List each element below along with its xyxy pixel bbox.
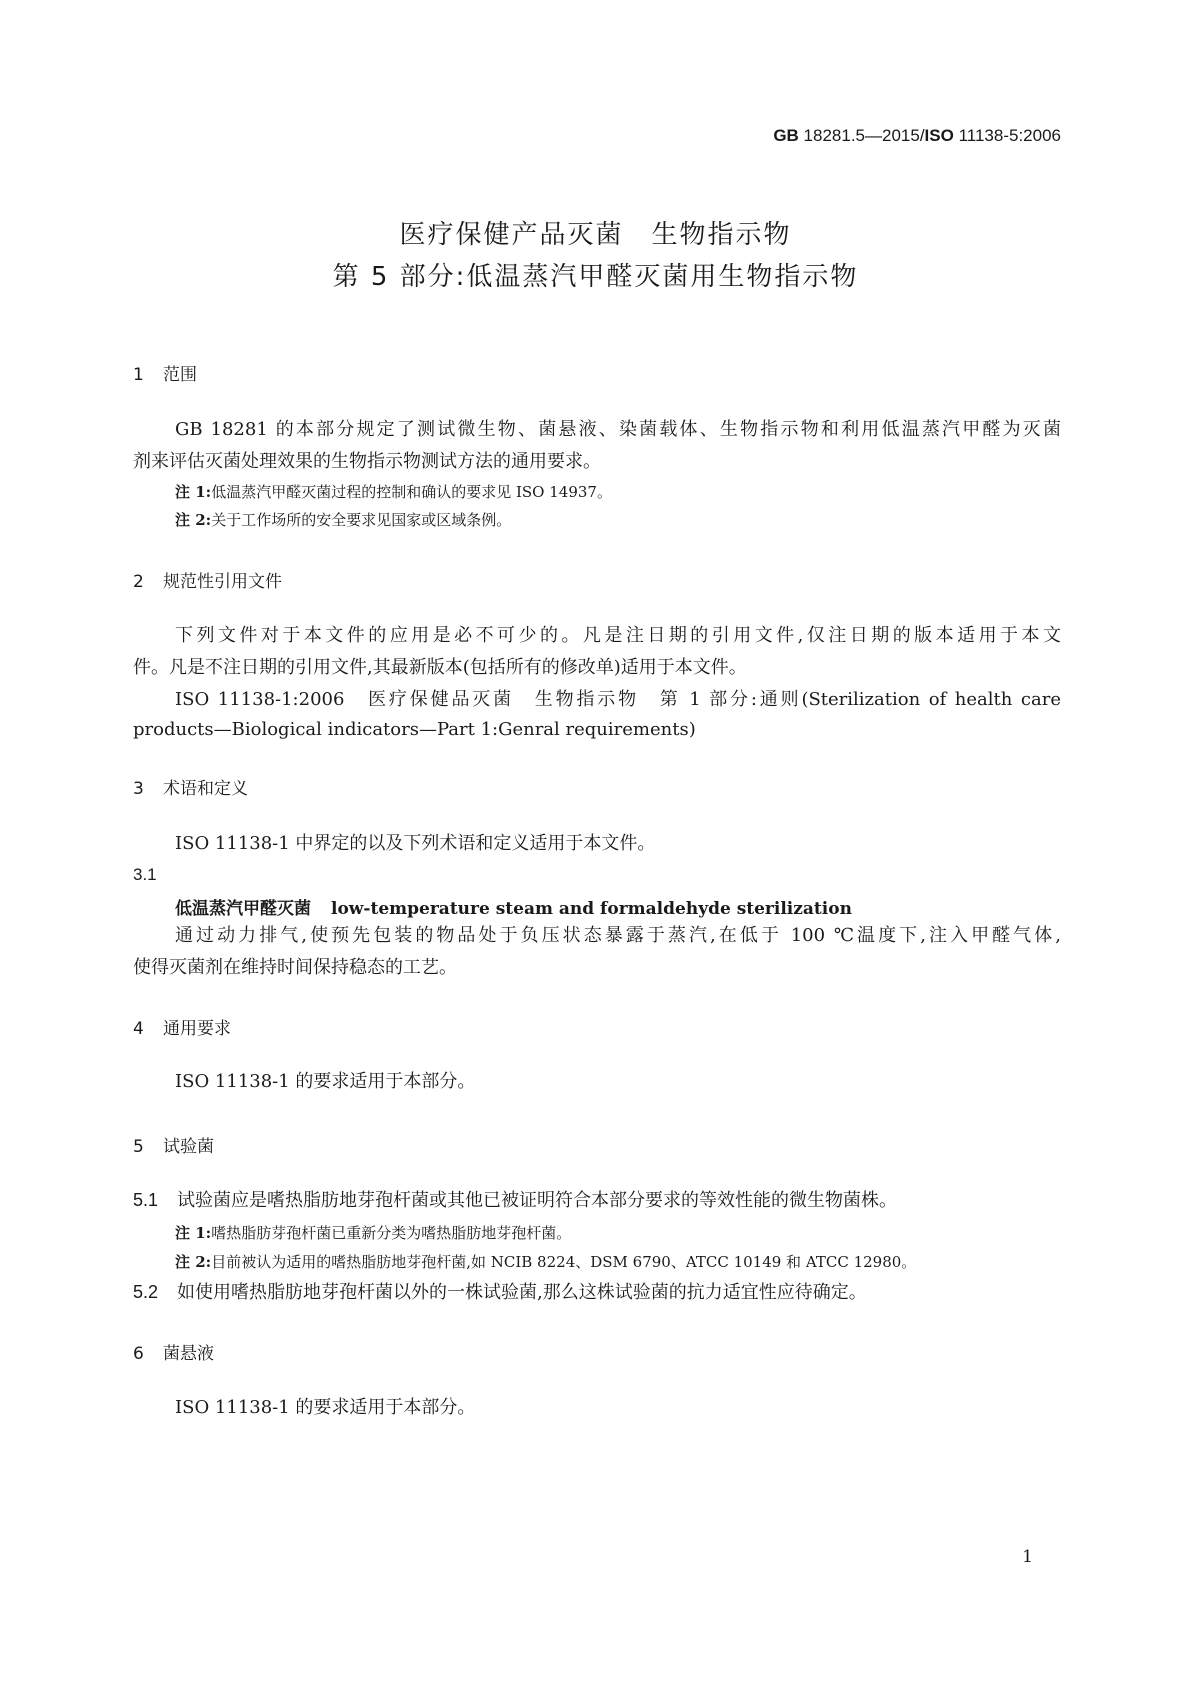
- section-5-note-1: [175, 1222, 571, 1243]
- section-2-ref-line-2: products—Biological indicators—Part 1:Genral requirements): [133, 719, 696, 740]
- note-text: 低温蒸汽甲醛灭菌过程的控制和确认的要求见 ISO 14937。: [211, 483, 612, 501]
- definition-line-2: 使得灭菌剂在维持时间保持稳态的工艺。: [133, 957, 457, 978]
- section-number: 3: [133, 779, 144, 799]
- note-label: 注 2:: [175, 1253, 212, 1271]
- section-number: 6: [133, 1344, 144, 1364]
- section-1-heading: [133, 360, 197, 385]
- section-4-heading: [133, 1014, 231, 1039]
- section-title: 规范性引用文件: [163, 572, 282, 592]
- section-2-heading: [133, 567, 282, 592]
- section-number: 4: [133, 1019, 144, 1039]
- section-1-para-line-1: GB 18281 的本部分规定了测试微生物、菌悬液、染菌载体、生物指示物和利用低温蒸汽甲醛为灭菌: [175, 419, 1061, 440]
- section-5-heading: [133, 1132, 214, 1157]
- section-number: 1: [133, 365, 144, 385]
- std-gb-rest: 18281.5—2015/: [803, 126, 925, 145]
- title-line-1: 医疗保健产品灭菌 生物指示物: [399, 220, 792, 250]
- section-1-note-2: [175, 509, 511, 530]
- clause-text: 如使用嗜热脂肪地芽孢杆菌以外的一株试验菌,那么这株试验菌的抗力适宜性应待确定。: [177, 1282, 867, 1303]
- std-iso: ISO: [924, 126, 954, 145]
- std-gb: GB: [773, 126, 799, 145]
- note-text: 目前被认为适用的嗜热脂肪地芽孢杆菌,如 NCIB 8224、DSM 6790、ATCC 10149 和 ATCC 12980。: [211, 1253, 917, 1271]
- term-zh: 低温蒸汽甲醛灭菌: [175, 899, 311, 919]
- page-number: 1: [1022, 1547, 1033, 1567]
- clause-number: 5.2: [133, 1282, 159, 1302]
- section-2-ref-line-1: ISO 11138-1:2006 医疗保健品灭菌 生物指示物 第 1 部分:通则(Sterilization of health care: [175, 689, 1061, 710]
- term-en: low-temperature steam and formaldehyde sterilization: [331, 899, 852, 919]
- definition-line-1: 通过动力排气,使预先包装的物品处于负压状态暴露于蒸汽,在低于 100 ℃温度下,注入甲醛气体,: [175, 925, 1061, 946]
- note-text: 关于工作场所的安全要求见国家或区域条例。: [211, 511, 512, 529]
- section-3-para: ISO 11138-1 中界定的以及下列术语和定义适用于本文件。: [175, 833, 656, 854]
- note-label: 注 1:: [175, 483, 212, 501]
- term-3-1: [175, 894, 852, 919]
- section-2-para-line-2: 件。凡是不注日期的引用文件,其最新版本(包括所有的修改单)适用于本文件。: [133, 657, 747, 678]
- section-6-heading: [133, 1339, 214, 1364]
- section-5-note-2: [175, 1251, 916, 1272]
- section-title: 试验菌: [163, 1137, 214, 1157]
- section-4-para: ISO 11138-1 的要求适用于本部分。: [175, 1071, 476, 1092]
- section-3-heading: [133, 774, 248, 799]
- title-line-2: 第 5 部分:低温蒸汽甲醛灭菌用生物指示物: [332, 262, 859, 292]
- section-title: 范围: [163, 365, 197, 385]
- clause-text: 试验菌应是嗜热脂肪地芽孢杆菌或其他已被证明符合本部分要求的等效性能的微生物菌株。: [177, 1190, 897, 1211]
- note-label: 注 2:: [175, 511, 212, 529]
- section-number: 2: [133, 572, 144, 592]
- section-title: 通用要求: [163, 1019, 231, 1039]
- section-1-para-line-2: 剂来评估灭菌处理效果的生物指示物测试方法的通用要求。: [133, 451, 601, 472]
- section-1-note-1: [175, 481, 612, 502]
- section-2-para-line-1: 下列文件对于本文件的应用是必不可少的。凡是注日期的引用文件,仅注日期的版本适用于本文: [175, 625, 1061, 646]
- note-text: 嗜热脂肪芽孢杆菌已重新分类为嗜热脂肪地芽孢杆菌。: [211, 1224, 572, 1242]
- section-number: 5: [133, 1137, 144, 1157]
- section-6-para: ISO 11138-1 的要求适用于本部分。: [175, 1397, 476, 1418]
- subsection-3-1-number: 3.1: [133, 865, 157, 884]
- std-iso-rest: 11138-5:2006: [958, 126, 1061, 145]
- clause-5-2: [133, 1278, 867, 1304]
- standard-number: [773, 126, 1061, 146]
- section-title: 菌悬液: [163, 1344, 214, 1364]
- clause-number: 5.1: [133, 1190, 159, 1210]
- note-label: 注 1:: [175, 1224, 212, 1242]
- clause-5-1: [133, 1186, 897, 1212]
- section-title: 术语和定义: [163, 779, 248, 799]
